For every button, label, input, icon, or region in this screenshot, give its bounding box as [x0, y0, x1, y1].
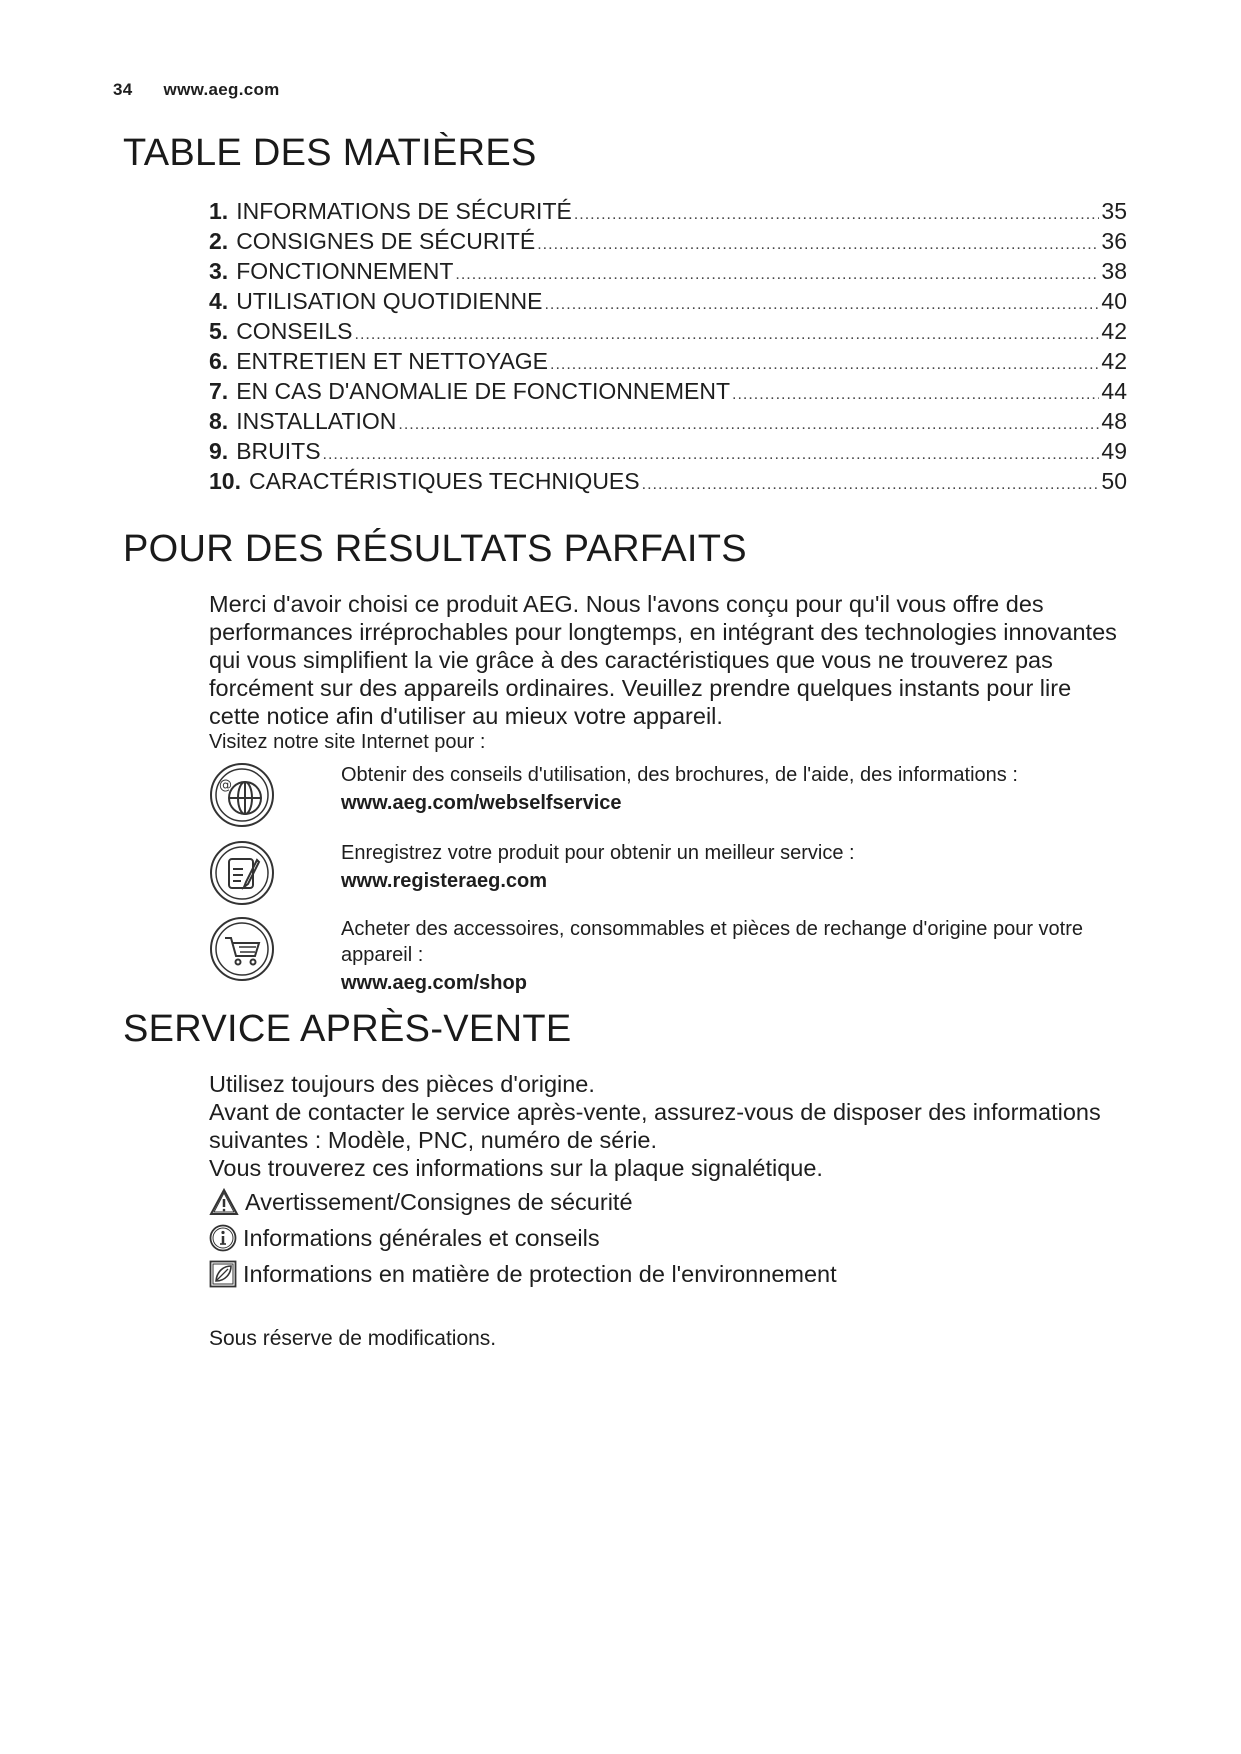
svg-text:@: @ [219, 778, 232, 793]
toc-page-number: 42 [1101, 348, 1127, 374]
toc-item[interactable]: 6. ENTRETIEN ET NETTOYAGE ..... 42 [209, 348, 1127, 378]
shopping-cart-icon [209, 916, 275, 982]
shop-link[interactable]: www.aeg.com/shop [341, 972, 527, 994]
toc-page-number: 36 [1101, 228, 1127, 254]
intro-paragraph: Merci d'avoir choisi ce produit AEG. Nous l'avons conçu pour qu'il vous offre des performances irréprochables pour longtemps, en intégrant des technologies innovantes qui vous simplifient la vie grâce à des caractéristiques que vous ne trouverez pas forcément sur des appareils ordinaires. Veuillez prendre quelques instants pour lire cette notice afin d'utiliser au mieux votre appareil. [209, 591, 1117, 729]
toc-page-number: 49 [1101, 438, 1127, 464]
toc-item[interactable]: 4. UTILISATION QUOTIDIENNE ..... 40 [209, 288, 1127, 318]
legend-warning [209, 1188, 633, 1216]
toc-heading: TABLE DES MATIÈRES [123, 132, 537, 174]
service-heading: SERVICE APRÈS-VENTE [123, 1008, 572, 1050]
toc-page-number: 50 [1101, 468, 1127, 494]
toc-page-number: 40 [1101, 288, 1127, 314]
toc-item[interactable]: 9. BRUITS ..... 49 [209, 438, 1127, 468]
page-header [113, 80, 280, 100]
website-link[interactable]: www.aeg.com [163, 80, 280, 99]
toc-item[interactable]: 3. FONCTIONNEMENT ..... 38 [209, 258, 1127, 288]
toc-page-number: 48 [1101, 408, 1127, 434]
service-text [209, 1070, 1109, 1182]
link-description: Obtenir des conseils d'utilisation, des brochures, de l'aide, des informations : [341, 764, 1018, 786]
legend-environment [209, 1260, 837, 1288]
toc-page-number: 38 [1101, 258, 1127, 284]
toc-item[interactable]: 10. CARACTÉRISTIQUES TECHNIQUES ..... 50 [209, 468, 1127, 498]
toc-item[interactable]: 1. INFORMATIONS DE SÉCURITÉ ..... 35 [209, 198, 1127, 228]
toc-page-number: 35 [1101, 198, 1127, 224]
warning-triangle-icon [209, 1188, 239, 1216]
legend-label: Avertissement/Consignes de sécurité [245, 1188, 633, 1215]
legend-info [209, 1224, 600, 1252]
link-description: Enregistrez votre produit pour obtenir un meilleur service : [341, 842, 855, 864]
legend-label: Informations générales et conseils [243, 1224, 600, 1251]
webselfservice-link[interactable]: www.aeg.com/webselfservice [341, 792, 622, 814]
service-line: Avant de contacter le service après-vente, assurez-vous de disposer des informations suivantes : Modèle, PNC, numéro de série. [209, 1099, 1101, 1153]
toc-item[interactable]: 5. CONSEILS ..... 42 [209, 318, 1127, 348]
toc-item[interactable]: 8. INSTALLATION ..... 48 [209, 408, 1127, 438]
table-of-contents [209, 198, 1127, 498]
toc-page-number: 42 [1101, 318, 1127, 344]
toc-item[interactable]: 2. CONSIGNES DE SÉCURITÉ ..... 36 [209, 228, 1127, 258]
toc-item[interactable]: 7. EN CAS D'ANOMALIE DE FONCTIONNEMENT ..... 44 [209, 378, 1127, 408]
modification-note: Sous réserve de modifications. [209, 1327, 497, 1350]
visit-text: Visitez notre site Internet pour : [209, 731, 486, 753]
toc-page-number: 44 [1101, 378, 1127, 404]
info-icon [209, 1224, 237, 1252]
service-line: Utilisez toujours des pièces d'origine. [209, 1071, 595, 1097]
register-icon [209, 840, 275, 906]
service-line: Vous trouverez ces informations sur la plaque signalétique. [209, 1155, 823, 1181]
legend-label: Informations en matière de protection de l'environnement [243, 1260, 837, 1287]
page-number: 34 [113, 80, 133, 99]
link-description: Acheter des accessoires, consommables et pièces de rechange d'origine pour votre appareil : [341, 918, 1084, 966]
registeraeg-link[interactable]: www.registeraeg.com [341, 870, 547, 892]
web-globe-icon [209, 762, 275, 828]
results-heading: POUR DES RÉSULTATS PARFAITS [123, 528, 747, 570]
environment-leaf-icon [209, 1260, 237, 1288]
